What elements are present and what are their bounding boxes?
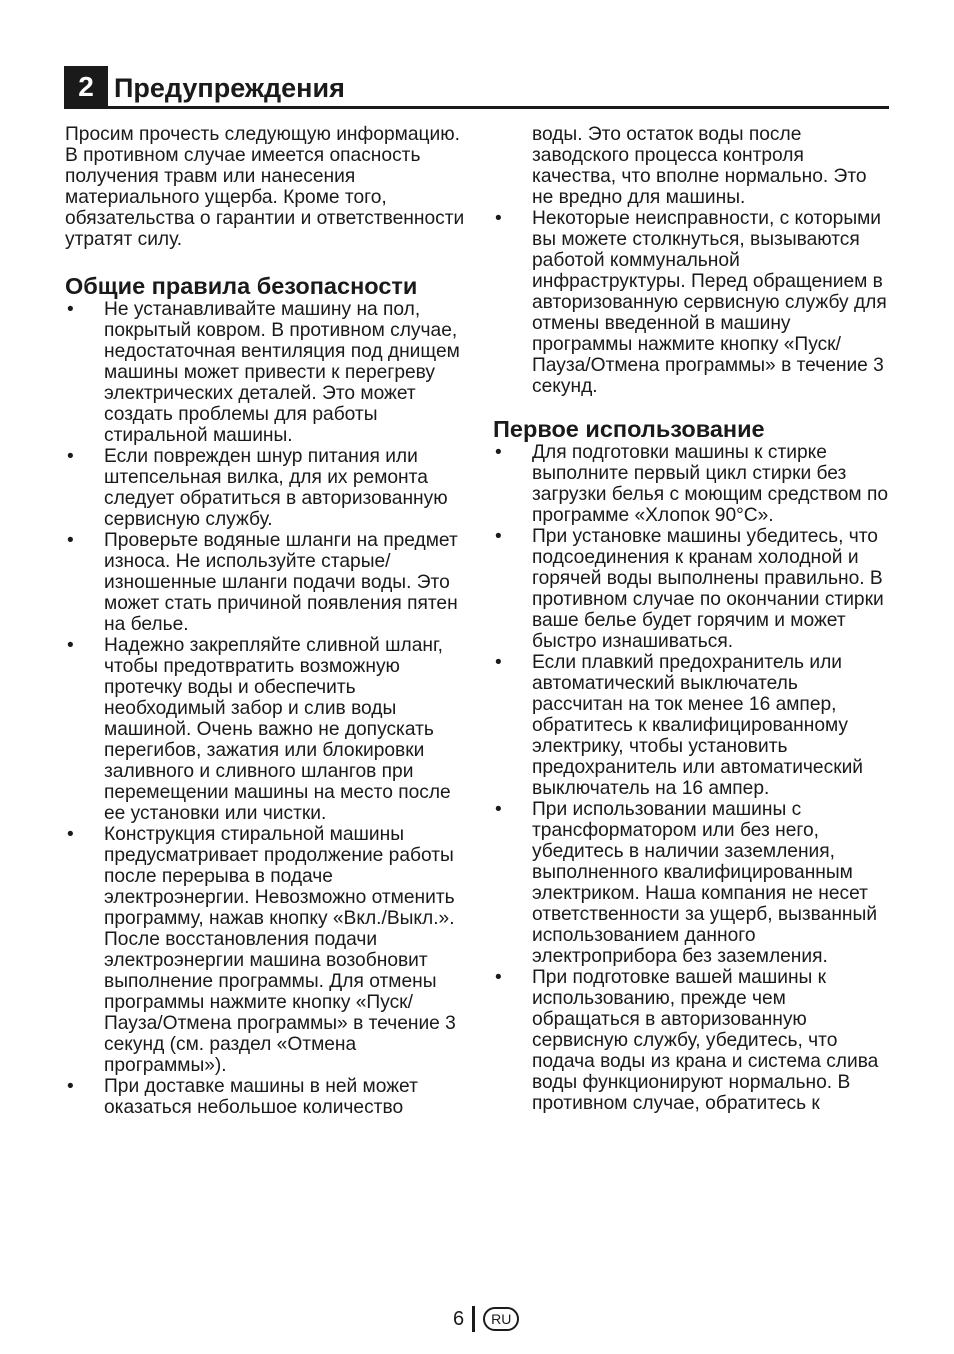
safety-list-continued	[493, 208, 893, 397]
page-footer	[453, 1305, 519, 1333]
list-item: • Надежно закрепляйте сливной шланг, чтобы предотвратить возможную протечку воды и обеспечить необходимый забор и слив воды машиной. Очень важно не допускать перегибов, зажатия или блокировки заливного и сливного шлангов при перемещении машины на место после ее установки или чистки.	[67, 635, 451, 824]
list-item: • Не устанавливайте машину на пол, покрытый ковром. В противном случае, недостаточная вентиляция под днищем машины может привести к перегреву электрических деталей. Это может создать проблемы для работы стиральной машины.	[67, 299, 460, 446]
list-item: • Если поврежден шнур питания или штепсельная вилка, для их ремонта следует обратиться в авторизованную сервисную службу.	[67, 446, 448, 530]
bullet-icon: •	[67, 1076, 74, 1097]
chapter-header	[64, 66, 889, 109]
left-column	[65, 124, 465, 1118]
bullet-icon: •	[495, 652, 502, 673]
bullet-icon: •	[67, 446, 74, 467]
list-item: • Если плавкий предохранитель или автоматический выключатель рассчитан на ток менее 16 ампер, обратитесь к квалифицированному электрику, чтобы установить предохранитель или автоматический выключатель на 16 ампер.	[495, 652, 864, 799]
list-item: • При доставке машины в ней может оказаться небольшое количество	[67, 1076, 418, 1118]
bullet-icon: •	[67, 635, 74, 656]
page-number: 6	[453, 1307, 465, 1330]
bullet-icon: •	[495, 967, 502, 988]
list-item: • При установке машины убедитесь, что подсоединения к кранам холодной и горячей воды выполнены правильно. В противном случае по окончании стирки ваше белье будет горячим и может быстро изнашиваться.	[495, 526, 884, 652]
first-use-heading: Первое использование	[493, 416, 765, 442]
list-item: • Некоторые неисправности, с которыми вы можете столкнуться, вызываются работой коммунальной инфраструктуры. Перед обращением в авторизованную сервисную службу для отмены введенной в машину программы нажмите кнопку «Пуск/Пауза/Отмена программы» в течение 3 секунд.	[495, 208, 887, 397]
bullet-icon: •	[67, 824, 74, 845]
list-item: • Конструкция стиральной машины предусматривает продолжение работы после перерыва в подаче электроэнергии. Невозможно отменить программу, нажав кнопку «Вкл./Выкл.». После восстановления подачи электроэнергии машина возобновит выполнение программы. Для отмены программы нажмите кнопку «Пуск/Пауза/Отмена программы» в течение 3 секунд (см. раздел «Отмена программы»).	[67, 824, 456, 1076]
intro-paragraph: Просим прочесть следующую информацию. В противном случае имеется опасность получения травм или нанесения материального ущерба. Кроме того, обязательства о гарантии и ответственности утратят силу.	[65, 124, 465, 250]
safety-list	[65, 299, 465, 1118]
list-item: • Проверьте водяные шланги на предмет износа. Не используйте старые/изношенные шланги подачи воды. Это может стать причиной появления пятен на белье.	[67, 530, 458, 635]
chapter-title: Предупреждения	[114, 73, 345, 103]
bullet-icon: •	[495, 208, 502, 229]
bullet-icon: •	[495, 799, 502, 820]
footer-divider	[472, 1306, 475, 1332]
list-item: • При использовании машины с трансформатором или без него, убедитесь в наличии заземления, выполненного квалифицированным электриком. Наша компания не несет ответственности за ущерб, вызванный использованием данного электроприбора без заземления.	[495, 799, 878, 967]
safety-heading: Общие правила безопасности	[65, 273, 418, 299]
list-item: • Для подготовки машины к стирке выполните первый цикл стирки без загрузки белья с моющим средством по программе «Хлопок 90°C».	[495, 442, 889, 526]
list-item: • При подготовке вашей машины к использованию, прежде чем обращаться в авторизованную сервисную службу, убедитесь, что подача воды из крана и система слива воды функционируют нормально. В противном случае, обратитесь к	[495, 967, 879, 1114]
bullet-icon: •	[67, 530, 74, 551]
bullet-icon: •	[67, 299, 74, 320]
language-badge: RU	[483, 1307, 519, 1331]
continued-text: воды. Это остаток воды после заводского процесса контроля качества, что вполне нормально. Это не вредно для машины.	[532, 124, 867, 208]
first-use-list	[493, 442, 893, 1114]
chapter-number: 2	[64, 66, 108, 106]
bullet-icon: •	[495, 442, 502, 463]
right-column	[493, 124, 893, 1114]
bullet-icon: •	[495, 526, 502, 547]
